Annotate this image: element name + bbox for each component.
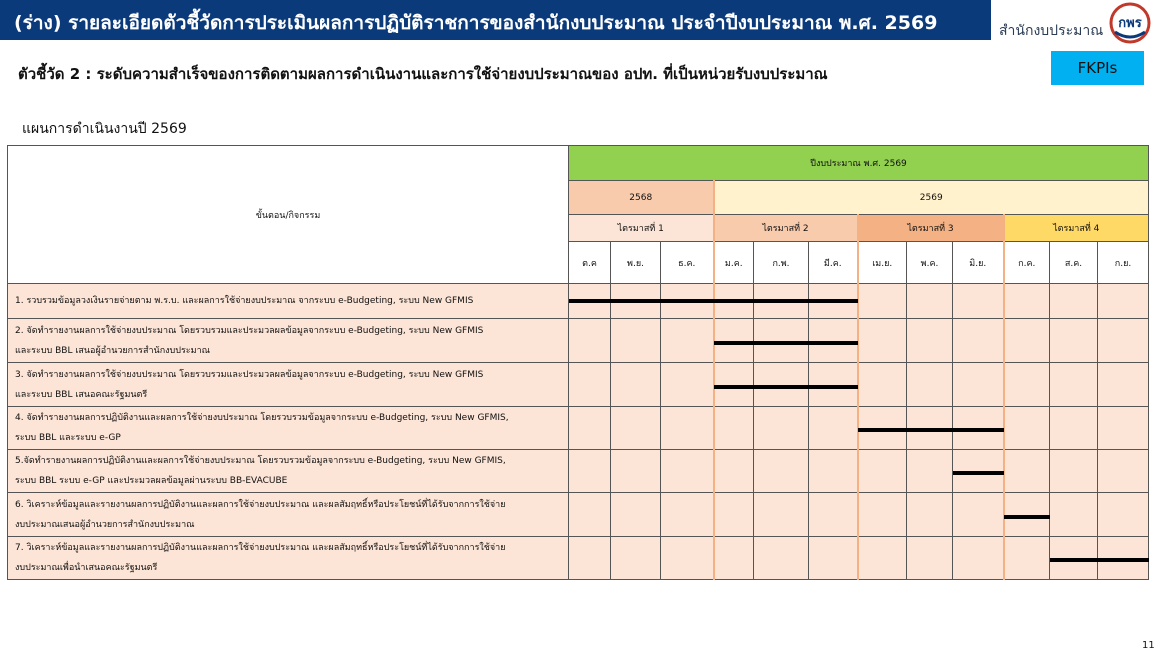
activity-cell: [8, 319, 569, 363]
month-cell: [611, 450, 661, 493]
year-2569-header: 2569: [714, 181, 1149, 215]
month-cell: [569, 450, 611, 493]
activity-cell: [8, 537, 569, 580]
month-cell: [809, 493, 858, 537]
activity-line1: 7. วิเคราะห์ข้อมูลและรายงานผลการปฏิบัติงานและผลการใช้จ่ายงบประมาณ และผลสัมฤทธิ์หรือประโยชน์ที่ได้รับจากการใช้จ่าย: [15, 543, 506, 553]
gantt-bar: [858, 428, 1004, 432]
month-cell: [1098, 363, 1149, 407]
year-2568-header: 2568: [569, 181, 714, 215]
month-cell: [1098, 450, 1149, 493]
header-bar: [0, 0, 1163, 40]
month-cell: [1004, 407, 1050, 450]
month-cell: [858, 493, 907, 537]
activity-line1: 1. รวบรวมข้อมูลวงเงินรายจ่ายตาม พ.ร.บ. และผลการใช้จ่ายงบประมาณ จากระบบ e-Budgeting, ระบบ New GFMIS: [15, 296, 474, 306]
month-cell: [1050, 407, 1098, 450]
table-row: [8, 319, 1149, 363]
activity-line1: 2. จัดทำรายงานผลการใช้จ่ายงบประมาณ โดยรวบรวมและประมวลผลข้อมูลจากระบบ e-Budgeting, ระบบ New GFMIS: [15, 325, 484, 336]
month-cell: [714, 450, 754, 493]
page-title: (ร่าง) รายละเอียดตัวชี้วัดการประเมินผลการปฏิบัติราชการของสำนักงบประมาณ ประจำปีงบประมาณ พ.ศ. 2569: [14, 12, 938, 34]
month-cell: [661, 537, 714, 580]
month-cell: [1098, 407, 1149, 450]
month-header: เม.ย.: [858, 242, 907, 284]
month-cell: [953, 363, 1004, 407]
activity-header: ขั้นตอน/กิจกรรม: [8, 146, 569, 284]
activity-line1: 4. จัดทำรายงานผลการปฏิบัติงานและผลการใช้จ่ายงบประมาณ โดยรวบรวมข้อมูลจากระบบ e-Budgeting, ระบบ New GFMIS,: [15, 413, 509, 423]
gantt-bar: [714, 341, 858, 345]
month-cell: [754, 450, 809, 493]
month-cell: [611, 319, 661, 363]
activity-line2: งบประมาณเสนอผู้อำนวยการสำนักงบประมาณ: [15, 519, 195, 530]
table-row: [8, 537, 1149, 580]
month-cell: [569, 493, 611, 537]
activity-cell: [8, 450, 569, 493]
quarter-4-header: ไตรมาสที่ 4: [1004, 215, 1149, 242]
page-number: 11: [1142, 640, 1155, 651]
month-cell: [953, 319, 1004, 363]
month-cell: [1004, 450, 1050, 493]
month-cell: [611, 407, 661, 450]
month-cell: [953, 493, 1004, 537]
month-cell: [1050, 319, 1098, 363]
month-cell: [611, 537, 661, 580]
month-cell: [809, 450, 858, 493]
month-cell: [661, 450, 714, 493]
month-cell: [754, 407, 809, 450]
month-cell: [611, 493, 661, 537]
month-cell: [714, 537, 754, 580]
month-header: พ.ค.: [907, 242, 953, 284]
gantt-bar: [953, 471, 1004, 475]
month-cell: [754, 537, 809, 580]
month-header: ก.พ.: [754, 242, 809, 284]
activity-cell: [8, 407, 569, 450]
activity-line2: งบประมาณเพื่อนำเสนอคณะรัฐมนตรี: [15, 563, 158, 573]
plan-title: แผนการดำเนินงานปี 2569: [22, 121, 187, 137]
activity-line2: ระบบ BBL และระบบ e-GP: [15, 433, 121, 443]
month-cell: [1050, 450, 1098, 493]
month-cell: [611, 363, 661, 407]
month-header: ต.ค: [569, 242, 611, 284]
activity-line2: และระบบ BBL เสนอคณะรัฐมนตรี: [15, 389, 148, 400]
month-cell: [809, 407, 858, 450]
activity-line2: ระบบ BBL ระบบ e-GP และประมวลผลข้อมูลผ่านระบบ BB-EVACUBE: [15, 476, 288, 486]
month-cell: [858, 363, 907, 407]
month-cell: [754, 493, 809, 537]
month-cell: [1004, 363, 1050, 407]
month-cell: [907, 284, 953, 319]
month-cell: [858, 450, 907, 493]
activity-line1: 6. วิเคราะห์ข้อมูลและรายงานผลการปฏิบัติงานและผลการใช้จ่ายงบประมาณ และผลสัมฤทธิ์หรือประโยชน์ที่ได้รับจากการใช้จ่าย: [15, 499, 506, 510]
month-cell: [858, 319, 907, 363]
month-cell: [569, 537, 611, 580]
month-cell: [1050, 284, 1098, 319]
quarter-1-header: ไตรมาสที่ 1: [569, 215, 714, 242]
month-cell: [1004, 537, 1050, 580]
month-cell: [661, 493, 714, 537]
month-cell: [1004, 284, 1050, 319]
logo-text: กพร: [1118, 16, 1142, 31]
month-header: พ.ย.: [611, 242, 661, 284]
org-label: สำนักงบประมาณ: [999, 23, 1104, 39]
header-org-panel: [991, 0, 1163, 40]
gantt-table: [7, 145, 1149, 580]
month-header: ธ.ค.: [661, 242, 714, 284]
quarter-2-header: ไตรมาสที่ 2: [714, 215, 858, 242]
quarter-3-header: ไตรมาสที่ 3: [858, 215, 1004, 242]
month-header: ก.ค.: [1004, 242, 1050, 284]
gantt-bar: [1004, 515, 1050, 519]
month-header: มี.ค.: [809, 242, 858, 284]
activity-line1: 5.จัดทำรายงานผลการปฏิบัติงานและผลการใช้จ่ายงบประมาณ โดยรวบรวมข้อมูลจากระบบ e-Budgeting, ระบบ New GFMIS,: [15, 456, 506, 466]
month-cell: [661, 407, 714, 450]
month-cell: [953, 537, 1004, 580]
table-row: [8, 493, 1149, 537]
month-cell: [714, 407, 754, 450]
month-cell: [569, 407, 611, 450]
kpi-title: ตัวชี้วัด 2 : ระดับความสำเร็จของการติดตามผลการดำเนินงานและการใช้จ่ายงบประมาณของ อปท. ที่เป็นหน่วยรับงบประมาณ: [18, 65, 828, 83]
activity-cell: [8, 493, 569, 537]
month-cell: [953, 284, 1004, 319]
activity-line1: 3. จัดทำรายงานผลการใช้จ่ายงบประมาณ โดยรวบรวมและประมวลผลข้อมูลจากระบบ e-Budgeting, ระบบ New GFMIS: [15, 369, 484, 380]
month-cell: [1050, 363, 1098, 407]
month-cell: [907, 493, 953, 537]
month-cell: [661, 319, 714, 363]
month-cell: [907, 319, 953, 363]
month-cell: [714, 493, 754, 537]
gantt-bar: [1050, 558, 1149, 562]
month-cell: [907, 363, 953, 407]
month-cell: [1050, 493, 1098, 537]
month-header: ม.ค.: [714, 242, 754, 284]
gantt-bar: [714, 385, 858, 389]
month-cell: [661, 363, 714, 407]
fkpi-badge: FKPIs: [1051, 51, 1144, 85]
month-cell: [569, 363, 611, 407]
month-cell: [569, 319, 611, 363]
month-cell: [858, 284, 907, 319]
activity-cell: [8, 363, 569, 407]
month-cell: [858, 537, 907, 580]
month-header: มิ.ย.: [953, 242, 1004, 284]
month-cell: [1098, 493, 1149, 537]
month-cell: [809, 537, 858, 580]
month-header: ก.ย.: [1098, 242, 1149, 284]
fiscal-year-header: ปีงบประมาณ พ.ศ. 2569: [569, 146, 1149, 181]
activity-cell: [8, 284, 569, 319]
month-cell: [1098, 284, 1149, 319]
month-header: ส.ค.: [1050, 242, 1098, 284]
month-cell: [907, 450, 953, 493]
logo-icon: [1109, 2, 1151, 44]
month-cell: [1098, 319, 1149, 363]
table-row: [8, 363, 1149, 407]
gantt-bar: [569, 299, 858, 303]
month-cell: [907, 537, 953, 580]
activity-line2: และระบบ BBL เสนอผู้อำนวยการสำนักงบประมาณ: [15, 345, 210, 356]
month-cell: [1004, 319, 1050, 363]
